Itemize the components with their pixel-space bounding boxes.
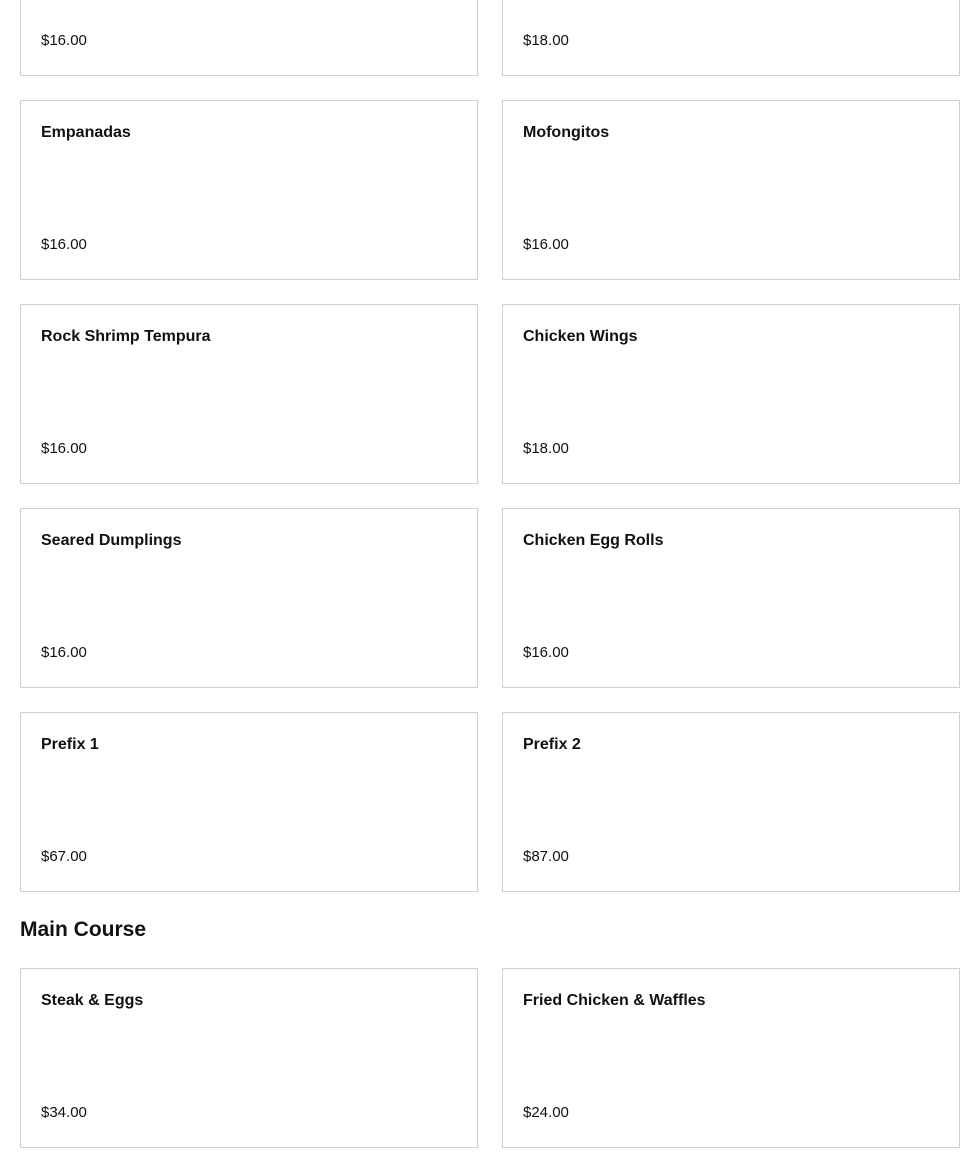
menu-item-card[interactable] — [20, 968, 478, 1148]
menu-item-name: Prefix 2 — [523, 736, 581, 753]
menu-item-name: Prefix 1 — [41, 736, 99, 753]
menu-item-price: $18.00 — [523, 32, 569, 49]
menu-item-price: $16.00 — [41, 32, 87, 49]
menu-item-price: $16.00 — [41, 236, 87, 253]
menu-item-price: $24.00 — [523, 1104, 569, 1121]
menu-item-price: $87.00 — [523, 848, 569, 865]
menu-item-price: $16.00 — [41, 440, 87, 457]
menu-item-price: $16.00 — [41, 644, 87, 661]
menu-item-card[interactable] — [20, 100, 478, 280]
menu-item-price: $16.00 — [523, 236, 569, 253]
menu-item-name: Chicken Wings — [523, 328, 638, 345]
menu-item-name: Seared Dumplings — [41, 532, 182, 549]
menu-item-price: $67.00 — [41, 848, 87, 865]
menu-item-name: Chicken Egg Rolls — [523, 532, 664, 549]
menu-item-name: Mofongitos — [523, 124, 610, 141]
menu-item-name: Steak & Eggs — [41, 992, 144, 1009]
menu-item-price: $34.00 — [41, 1104, 87, 1121]
menu-item-price: $16.00 — [523, 644, 569, 661]
menu-item-price: $18.00 — [523, 440, 569, 457]
menu-item-card[interactable] — [502, 712, 960, 892]
menu-item-card[interactable] — [502, 304, 960, 484]
menu-item-card[interactable] — [502, 508, 960, 688]
menu-item-card[interactable] — [20, 508, 478, 688]
menu-item-name: Empanadas — [41, 124, 131, 141]
menu-item-card[interactable] — [502, 100, 960, 280]
section-heading-main-course: Main Course — [20, 918, 147, 941]
menu-item-name: Rock Shrimp Tempura — [41, 328, 211, 345]
menu-item-name: Fried Chicken & Waffles — [523, 992, 706, 1009]
menu-item-card[interactable] — [20, 712, 478, 892]
menu-item-card-partial[interactable] — [20, 0, 478, 76]
menu-item-card[interactable] — [502, 968, 960, 1148]
menu-item-card-partial[interactable] — [502, 0, 960, 76]
menu-item-card[interactable] — [20, 304, 478, 484]
